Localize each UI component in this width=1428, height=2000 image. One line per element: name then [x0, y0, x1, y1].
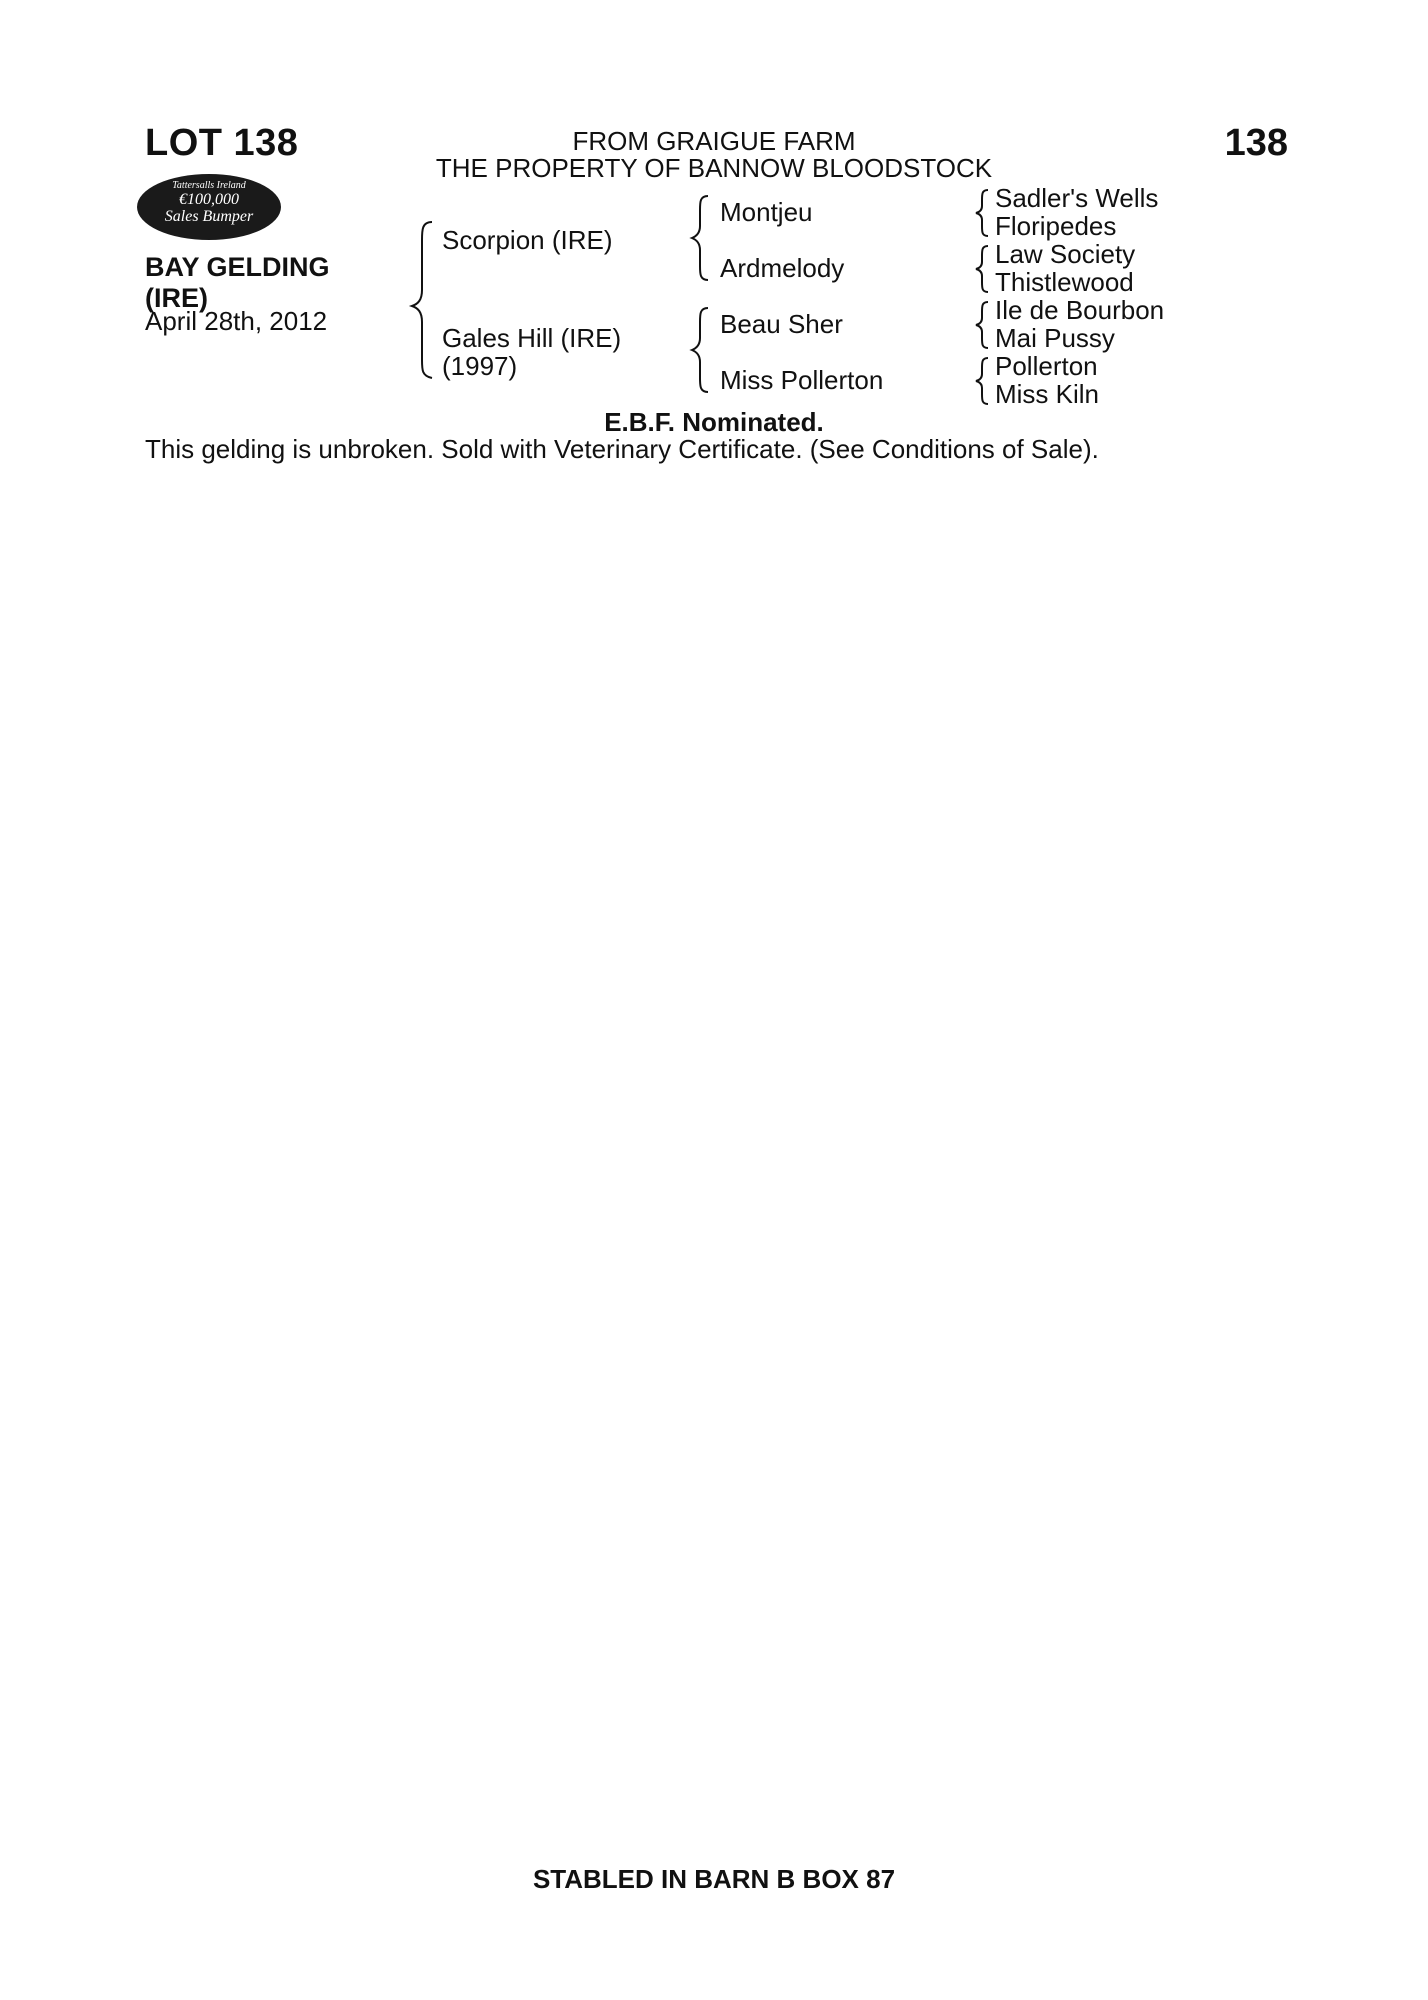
pedigree-sire-sire: Montjeu [720, 197, 813, 227]
pedigree-dam-dam: Miss Pollerton [720, 365, 884, 395]
property-line: THE PROPERTY OF BANNOW BLOODSTOCK [435, 153, 993, 183]
pedigree-dam-year: (1997) [442, 351, 518, 381]
pedigree-g1: Sadler's Wells [995, 183, 1159, 213]
horse-sex-line2: (IRE) [145, 283, 208, 313]
sale-notice: This gelding is unbroken. Sold with Veterinary Certificate. (See Conditions of Sale). [145, 434, 1099, 464]
pedigree-g3: Law Society [995, 239, 1136, 269]
pedigree-g7: Pollerton [995, 351, 1098, 381]
pedigree-g8: Miss Kiln [995, 379, 1100, 409]
ebf-nominated: E.B.F. Nominated. [604, 407, 824, 437]
pedigree-g2: Floripedes [995, 211, 1117, 241]
pedigree-g5: Ile de Bourbon [995, 295, 1165, 325]
pedigree-dam-sire: Beau Sher [720, 309, 843, 339]
horse-sex-line1: BAY GELDING [145, 252, 330, 282]
pedigree-sire: Scorpion (IRE) [442, 225, 613, 255]
horse-dob: April 28th, 2012 [145, 306, 328, 336]
lot-title: LOT 138 [145, 122, 299, 164]
pedigree-g4: Thistlewood [995, 267, 1134, 297]
farm-line: FROM GRAIGUE FARM [572, 126, 856, 156]
lot-number: 138 [1224, 122, 1288, 164]
pedigree-g6: Mai Pussy [995, 323, 1115, 353]
badge-amount: €100,000 [179, 191, 239, 208]
pedigree-dam-name: Gales Hill (IRE) [442, 323, 622, 353]
pedigree-sire-dam: Ardmelody [720, 253, 845, 283]
stabled-location: STABLED IN BARN B BOX 87 [532, 1864, 896, 1894]
pedigree-braces [0, 0, 1428, 420]
badge-sale: Sales Bumper [164, 208, 254, 225]
badge-brand: Tattersalls Ireland [172, 180, 246, 191]
